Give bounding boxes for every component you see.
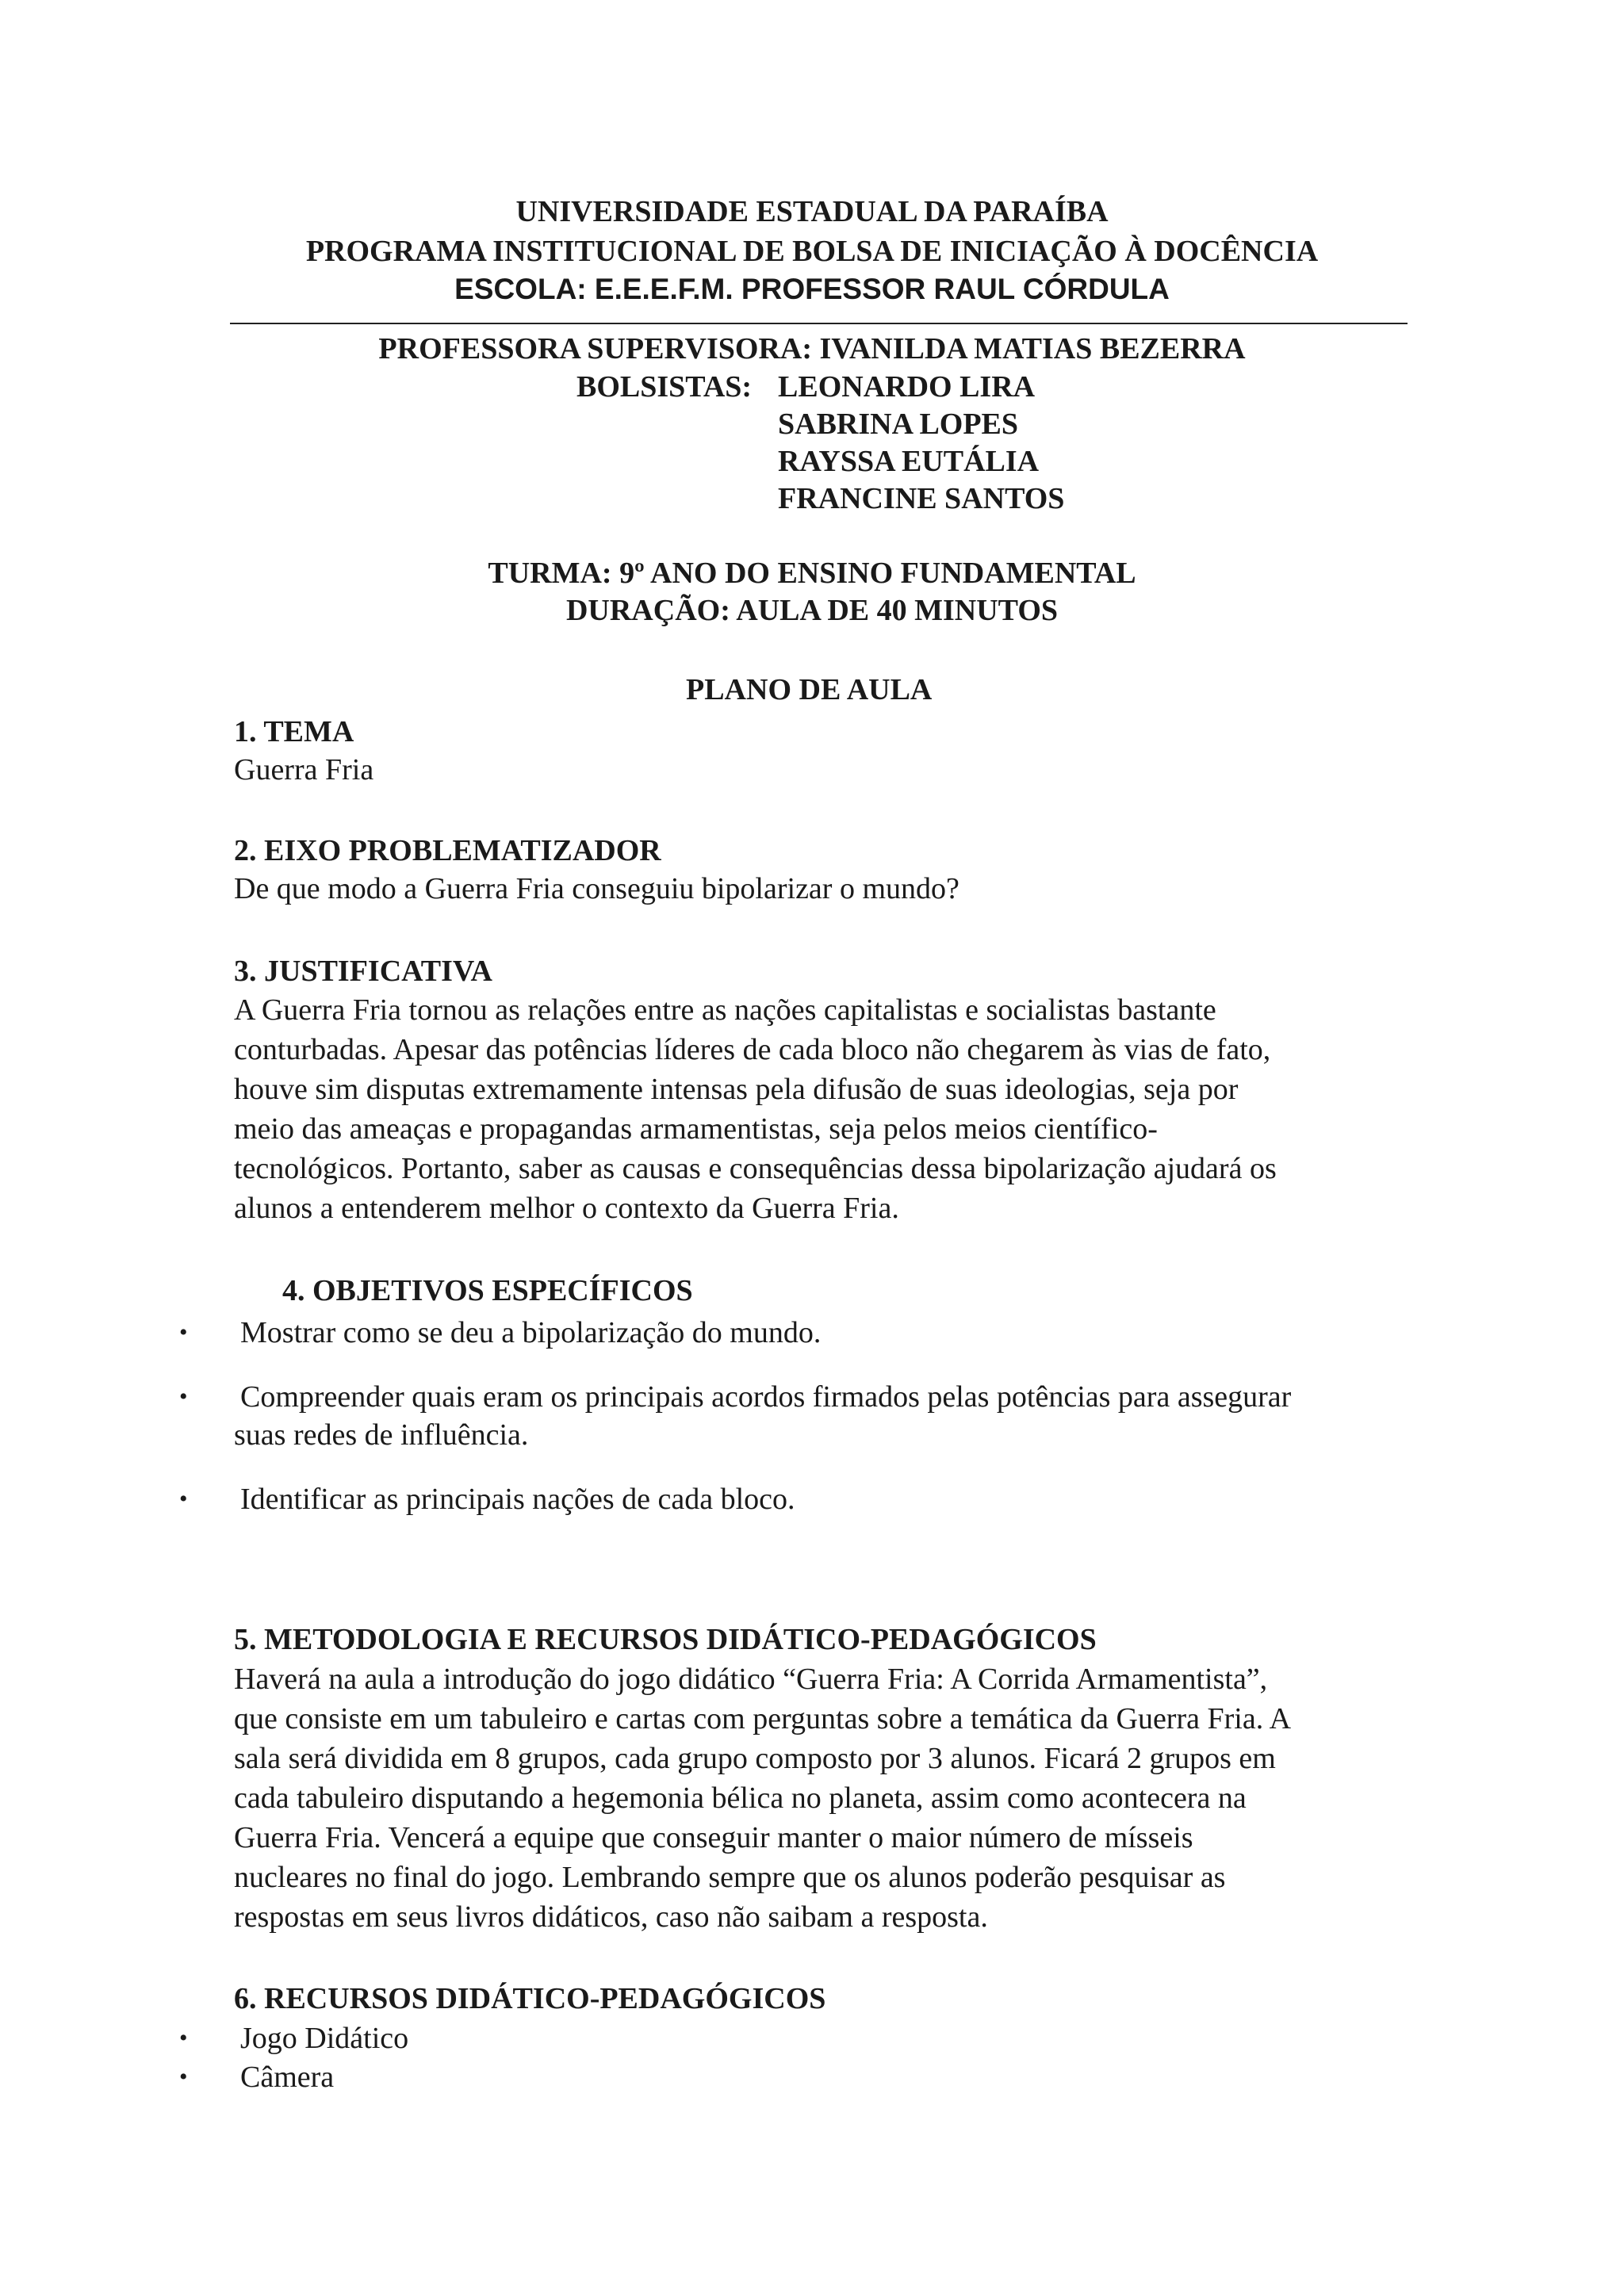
paragraph-line: Guerra Fria. Vencerá a equipe que conseguir manter o maior número de mísseis (234, 1821, 1193, 1854)
eixo-text: De que modo a Guerra Fria conseguiu bipolarizar o mundo? (234, 872, 959, 905)
bullet-icon: • (179, 1486, 188, 1512)
section-heading-objetivos: 4. OBJETIVOS ESPECÍFICOS (282, 1274, 693, 1307)
header-divider (230, 323, 1408, 324)
bullet-icon: • (179, 2064, 188, 2090)
paragraph-line: respostas em seus livros didáticos, caso não saibam a resposta. (234, 1900, 988, 1934)
section-heading-recursos: 6. RECURSOS DIDÁTICO-PEDAGÓGICOS (234, 1982, 826, 2015)
program-name: PROGRAMA INSTITUCIONAL DE BOLSA DE INICIAÇÃO À DOCÊNCIA (305, 235, 1319, 268)
paragraph-line: meio das ameaças e propagandas armamentistas, seja pelos meios científico- (234, 1112, 1158, 1146)
recurso-item: Câmera (240, 2061, 335, 2094)
bolsista-name: RAYSSA EUTÁLIA (778, 445, 1040, 478)
bolsistas-label: BOLSISTAS: (576, 370, 753, 404)
tema-text: Guerra Fria (234, 753, 374, 786)
document-title: PLANO DE AULA (686, 673, 933, 706)
section-heading-metodologia: 5. METODOLOGIA E RECURSOS DIDÁTICO-PEDAGÓGICOS (234, 1623, 1097, 1656)
section-heading-tema: 1. TEMA (234, 715, 354, 748)
duracao-line: DURAÇÃO: AULA DE 40 MINUTOS (565, 594, 1059, 627)
paragraph-line: conturbadas. Apesar das potências líderes de cada bloco não chegarem às vias de fato, (234, 1033, 1271, 1066)
paragraph-line: sala será dividida em 8 grupos, cada grupo composto por 3 alunos. Ficará 2 grupos em (234, 1742, 1276, 1775)
paragraph-line: alunos a entenderem melhor o contexto da Guerra Fria. (234, 1192, 899, 1225)
bullet-icon: • (179, 2025, 188, 2051)
paragraph-line: A Guerra Fria tornou as relações entre as nações capitalistas e socialistas bastante (234, 993, 1216, 1027)
metodologia-paragraph (234, 1659, 1400, 1937)
justificativa-paragraph (234, 990, 1400, 1228)
paragraph-line: Haverá na aula a introdução do jogo didático “Guerra Fria: A Corrida Armamentista”, (234, 1663, 1268, 1696)
objetivo-item: Mostrar como se deu a bipolarização do mundo. (240, 1316, 822, 1349)
section-heading-justificativa: 3. JUSTIFICATIVA (234, 955, 492, 988)
university-name: UNIVERSIDADE ESTADUAL DA PARAÍBA (515, 195, 1109, 228)
objetivo-item: Compreender quais eram os principais acordos firmados pelas potências para assegurar (240, 1380, 1292, 1414)
paragraph-line: houve sim disputas extremamente intensas pela difusão de suas ideologias, seja por (234, 1073, 1239, 1106)
paragraph-line: tecnológicos. Portanto, saber as causas e consequências dessa bipolarização ajudará os (234, 1152, 1277, 1185)
paragraph-line: que consiste em um tabuleiro e cartas com perguntas sobre a temática da Guerra Fria. A (234, 1702, 1292, 1735)
bolsista-name: SABRINA LOPES (778, 408, 1019, 441)
objetivo-item-continuation: suas redes de influência. (234, 1418, 529, 1452)
bolsista-name: FRANCINE SANTOS (778, 482, 1065, 515)
bullet-icon: • (179, 1319, 188, 1345)
turma-line: TURMA: 9º ANO DO ENSINO FUNDAMENTAL (488, 557, 1136, 590)
bullet-icon: • (179, 1383, 188, 1410)
bolsista-name: LEONARDO LIRA (778, 370, 1036, 404)
paragraph-line: nucleares no final do jogo. Lembrando sempre que os alunos poderão pesquisar as (234, 1861, 1226, 1894)
supervisor-line: PROFESSORA SUPERVISORA: IVANILDA MATIAS BEZERRA (378, 332, 1246, 365)
school-name: ESCOLA: E.E.E.F.M. PROFESSOR RAUL CÓRDULA (454, 273, 1170, 305)
paragraph-line: cada tabuleiro disputando a hegemonia bélica no planeta, assim como acontecera na (234, 1781, 1247, 1815)
section-heading-eixo: 2. EIXO PROBLEMATIZADOR (234, 834, 661, 867)
objetivo-item: Identificar as principais nações de cada bloco. (240, 1483, 795, 1516)
recurso-item: Jogo Didático (240, 2022, 409, 2055)
